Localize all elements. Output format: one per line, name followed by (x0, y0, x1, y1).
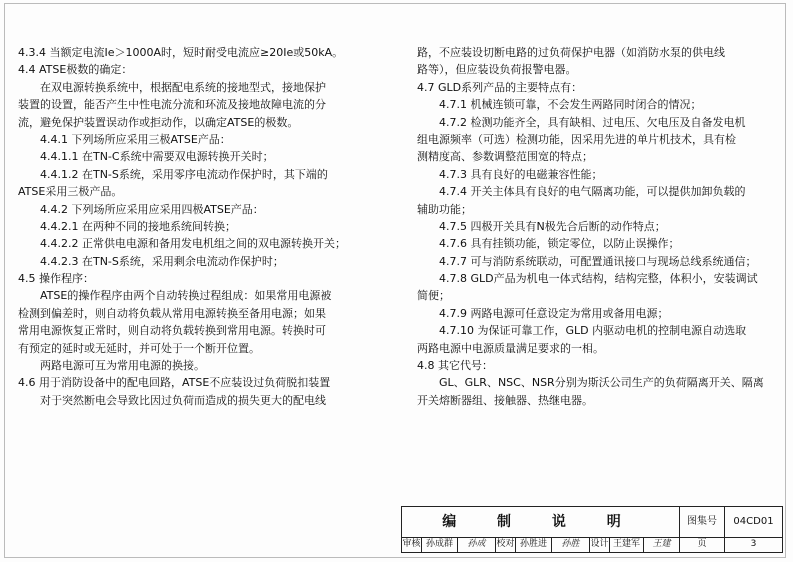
checker-signature: 孙胜 (552, 537, 590, 552)
text-line: 路，不应装设切断电路的过负荷保护电器（如消防水泵的供电线 (417, 46, 725, 59)
text-line: 组电源频率（可选）检测功能，因采用先进的单片机技术，具有检 (417, 132, 736, 146)
text-line: 开关熔断器组、接触器、热继电器。 (417, 393, 593, 407)
page-number: 3 (750, 539, 757, 549)
atlas-number: 04CD01 (733, 516, 774, 527)
right-column (417, 44, 777, 409)
text-line: 4.7.5 四极开关具有N极先合后断的动作特点； (439, 219, 666, 233)
text-line: 4.3.4 当额定电流Ie＞1000A时，短时耐受电流应≥20Ie或50kA。 (18, 46, 344, 59)
text-line: 在双电源转换系统中，根据配电系统的接地型式，接地保护 (40, 80, 326, 94)
text-line: ATSE的操作程序由两个自动转换过程组成：如果常用电源被 (40, 289, 332, 303)
atlas-number-label: 图集号 (680, 507, 725, 537)
text-line: 装置的设置，能否产生中性电流分流和环流及接地故障电流的分 (18, 98, 326, 112)
review-label: 审核 (402, 537, 422, 552)
text-line: 4.7.1 机械连锁可靠，不会发生两路同时闭合的情况； (439, 98, 702, 112)
text-line: 4.4.2 下列场所应采用应采用四极ATSE产品： (40, 202, 264, 216)
text-line: 4.4.1.2 在TN-S系统，采用零序电流动作保护时，其下端的 (40, 167, 328, 181)
text-line: 两路电源中电源质量满足要求的一相。 (417, 341, 604, 355)
check-label: 校对 (496, 537, 516, 552)
text-line: ATSE采用三极产品。 (18, 185, 123, 199)
text-line: 4.6 用于消防设备中的配电回路，ATSE不应装设过负荷脱扣装置 (18, 376, 331, 390)
text-line: 4.7.6 具有挂锁功能，锁定零位，以防止误操作； (439, 237, 680, 251)
text-line: 4.7.9 两路电源可任意设定为常用或备用电源； (439, 306, 669, 320)
text-line: 4.7.8 GLD产品为机电一体式结构，结构完整，体积小，安装调试 (439, 272, 758, 286)
text-line: 4.5 操作程序： (18, 272, 94, 286)
text-line: 4.4.2.1 在两种不同的接地系统间转换； (40, 219, 236, 233)
text-line: 两路电源可互为常用电源的换接。 (40, 359, 205, 373)
text-line: 4.4.2.3 在TN-S系统，采用剩余电流动作保护时； (40, 254, 284, 268)
text-line: 流，避免保护装置误动作或拒动作，以确定ATSE的极数。 (18, 115, 299, 129)
text-line: 4.7 GLD系列产品的主要特点有： (417, 80, 583, 94)
title-block (401, 506, 783, 553)
text-line: 4.4.1.1 在TN-C系统中需要双电源转换开关时； (40, 150, 274, 164)
text-line: 4.7.10 为保证可靠工作，GLD 内驱动电机的控制电源自动选取 (439, 324, 747, 338)
text-line: 4.8 其它代号： (417, 359, 493, 373)
text-line: 4.7.2 检测功能齐全，具有缺相、过电压、欠电压及自备发电机 (439, 115, 746, 129)
checker-name: 孙胜进 (516, 537, 552, 552)
text-line: GL、GLR、NSC、NSR分别为斯沃公司生产的负荷隔离开关、隔离 (439, 376, 764, 390)
text-line: 4.4.2.2 正常供电电源和备用发电机组之间的双电源转换开关； (40, 237, 346, 251)
text-line: 简便； (417, 289, 450, 303)
text-line: 对于突然断电会导致比因过负荷而造成的损失更大的配电线 (40, 393, 326, 407)
page-label: 页 (680, 537, 725, 552)
title-block-top-row (402, 507, 782, 538)
text-line: 有预定的延时或无延时，并可处于一个断开位置。 (18, 341, 260, 355)
text-line: 4.7.7 可与消防系统联动，可配置通讯接口与现场总线系统通信； (439, 254, 757, 268)
designer-signature: 王建 (644, 537, 680, 552)
text-line: 路等），但应装设负荷报警电器。 (417, 63, 577, 77)
reviewer-name: 孙成群 (422, 537, 458, 552)
text-line: 4.4 ATSE极数的确定： (18, 63, 133, 77)
text-line: 4.7.3 具有良好的电磁兼容性能； (439, 167, 603, 181)
text-line: 常用电源恢复正常时，则自动将负载转换到常用电源。转换时可 (18, 324, 326, 338)
left-column (18, 44, 393, 409)
text-line: 检测到偏差时，则自动将负载从常用电源转换至备用电源；如果 (18, 306, 326, 320)
designer-name: 王建军 (610, 537, 644, 552)
text-line: 4.7.4 开关主体具有良好的电气隔离功能，可以提供加卸负载的 (439, 185, 746, 199)
drawing-title: 编 制 说 明 (402, 507, 680, 537)
title-block-sign-row (402, 537, 782, 552)
text-line: 4.4.1 下列场所应采用三极ATSE产品： (40, 132, 231, 146)
text-line: 辅助功能； (417, 202, 472, 216)
reviewer-signature: 孙成 (458, 537, 496, 552)
design-label: 设计 (590, 537, 610, 552)
text-line: 测精度高、参数调整范围宽的特点； (417, 150, 593, 164)
